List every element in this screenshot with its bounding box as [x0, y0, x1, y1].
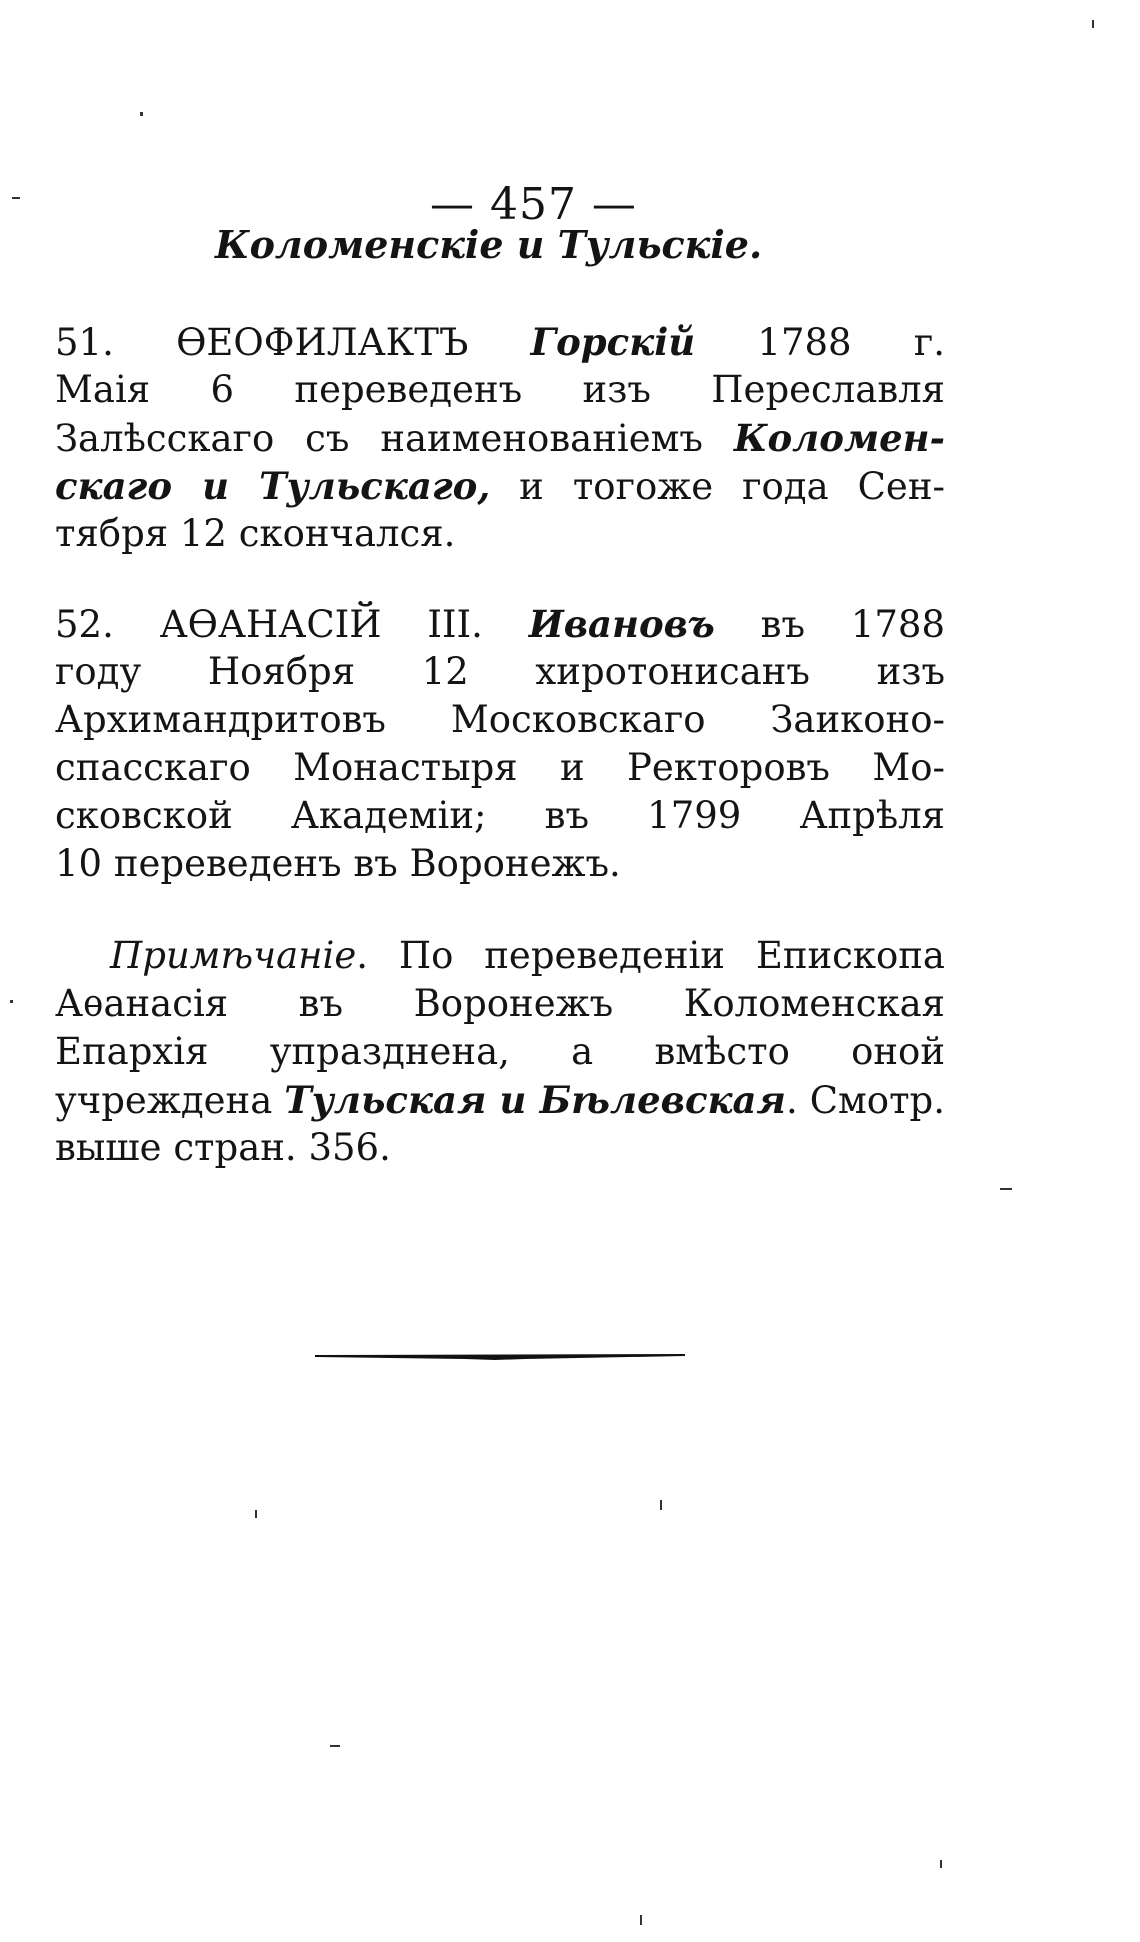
page-number-value: 457 — [489, 179, 577, 230]
entry-51-line-2 — [55, 366, 945, 414]
note-line-2 — [55, 980, 945, 1028]
entry-text: тября 12 скончался. — [55, 512, 456, 555]
entry-text: Маія 6 переведенъ изъ Переславля — [55, 368, 945, 411]
entry-52-line-5 — [55, 792, 945, 840]
scan-speck — [1092, 20, 1094, 28]
entry-text: и тогоже года Сен- — [490, 465, 945, 508]
entry-text: 10 переведенъ въ Воронежъ. — [55, 842, 621, 885]
entry-text: въ 1788 — [714, 603, 945, 646]
scan-speck — [1000, 1188, 1012, 1190]
note-line-4 — [55, 1076, 945, 1125]
entry-51-line-3 — [55, 414, 945, 463]
entry-52-line-1 — [55, 600, 945, 649]
scan-speck — [660, 1500, 662, 1510]
page-number-dash-right: — — [576, 179, 637, 230]
bishop-surname: Ивановъ — [528, 602, 715, 646]
entry-52-line-6 — [55, 840, 945, 888]
entry-52-line-2 — [55, 648, 945, 696]
note-text: Аѳанасія въ Воронежъ Коломенская — [55, 982, 945, 1025]
note-text: . По переведеніи Епископа — [356, 934, 945, 977]
entry-text: сковской Академіи; въ 1799 Апрѣля — [55, 794, 945, 837]
scan-speck — [10, 1000, 13, 1003]
entry-52-line-4 — [55, 744, 945, 792]
entry-number: 51. — [55, 321, 177, 364]
note-label: Примѣчаніе — [110, 934, 357, 977]
note-text: . Смотр. — [785, 1079, 946, 1122]
entry-text: 52. АѲАНАСІЙ III. — [55, 603, 529, 646]
entry-52-line-3 — [55, 696, 945, 744]
note-diocese-italic: Тульская и Бѣлевская — [284, 1078, 786, 1122]
scan-speck — [12, 197, 20, 199]
entry-text: Архимандритовъ Московскаго Заиконо- — [55, 698, 945, 741]
scan-speck — [640, 1915, 642, 1925]
entry-text: 1788 г. — [695, 321, 945, 364]
note-text: учреждена — [55, 1079, 285, 1122]
bishop-name: ѲЕОФИЛАКТЪ — [176, 321, 531, 364]
section-heading: Коломенскіе и Тульскіе. — [215, 222, 763, 267]
note-line-5 — [55, 1124, 945, 1172]
scan-speck — [140, 112, 143, 116]
scan-speck — [940, 1860, 942, 1868]
entry-text: спасскаго Монастыря и Ректоровъ Мо- — [55, 746, 945, 789]
note-text: выше стран. 356. — [55, 1126, 391, 1169]
entry-title-italic: Коломен- — [733, 416, 945, 460]
entry-51-line-5 — [55, 510, 945, 558]
entry-51-line-1 — [55, 318, 945, 367]
page-number-dash-left: — — [429, 179, 490, 230]
scan-speck — [330, 1745, 340, 1747]
note-line-3 — [55, 1028, 945, 1076]
entry-title-italic: скаго и Тульскаго, — [55, 464, 491, 508]
scan-speck — [255, 1510, 257, 1518]
bishop-surname: Горскій — [530, 320, 696, 364]
decorative-rule — [315, 1352, 685, 1360]
entry-text: Залѣсскаго съ наименованіемъ — [55, 417, 734, 460]
entry-text: году Ноября 12 хиротонисанъ изъ — [55, 650, 945, 693]
note-text: Епархія упразднена, а вмѣсто оной — [55, 1030, 945, 1073]
note-line-1 — [110, 932, 945, 980]
entry-51-line-4 — [55, 462, 945, 511]
